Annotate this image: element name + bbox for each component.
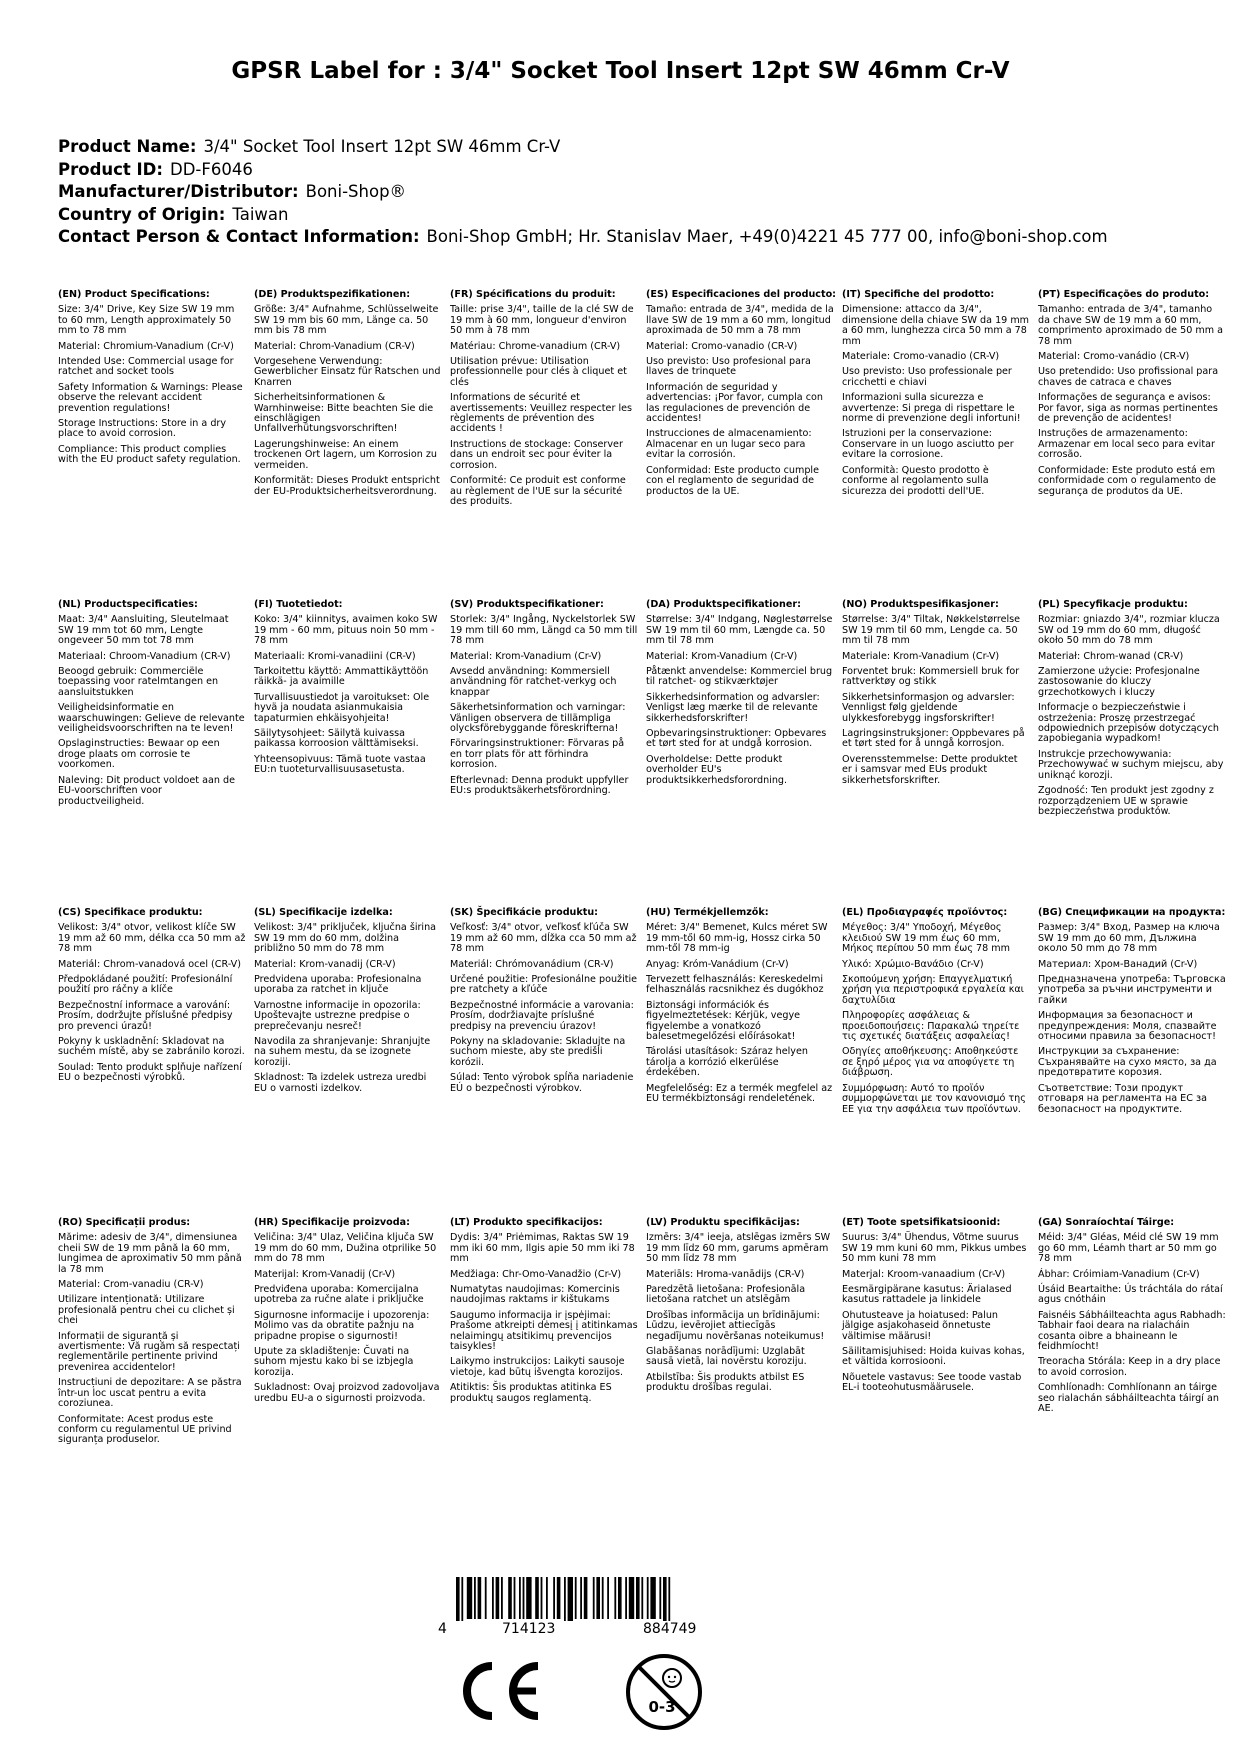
info-label: Product Name: <box>58 137 197 156</box>
spec-item: Размер: 3/4" Вход, Размер на ключа SW 19 mm до 60 mm, Дължина около 50 mm до 78 mm <box>1038 922 1220 955</box>
spec-item: Материал: Хром-Ванадий (Cr-V) <box>1038 958 1198 970</box>
age-range-label: 0-3 <box>648 1698 676 1716</box>
spec-item: Säilytysohjeet: Säilytä kuivassa paikassa korroosion välttämiseksi. <box>254 728 419 750</box>
spec-item: Σκοπούμενη χρήση: Επαγγελματική χρήση για περιστροφικά εργαλεία και δαχτυλίδια <box>842 974 1024 1006</box>
spec-item: Materiał: Chrom-wanad (CR-V) <box>1038 650 1184 662</box>
spec-item: Vorgesehene Verwendung: Gewerblicher Einsatz für Ratschen und Knarren <box>254 356 441 388</box>
barcode-bar <box>596 1577 600 1619</box>
spec-item: Megfelelőség: Ez a termék megfelel az EU termékbiztonsági rendeletének. <box>646 1082 833 1105</box>
spec-item: Nõuetele vastavus: See toode vastab EL-i tooteohutusmäärusele. <box>842 1371 1022 1394</box>
spec-item: Størrelse: 3/4" Tiltak, Nøkkelstørrelse SW 19 mm til 60 mm, Lengde ca. 50 mm til 78 mm <box>842 614 1021 647</box>
barcode-bar <box>575 1577 577 1619</box>
barcode-bar <box>641 1577 643 1619</box>
spec-item: Koko: 3/4" kiinnitys, avaimen koko SW 19 mm - 60 mm, pituus noin 50 mm - 78 mm <box>254 614 438 647</box>
spec-section-title: (PL) Specyfikacje produktu: <box>1038 599 1188 610</box>
spec-item: Sikkerhedsinformation og advarsler: Venligst læg mærke til de relevante sikkerhedsforskrifter! <box>646 691 820 724</box>
spec-item: Größe: 3/4" Aufnahme, Schlüsselweite SW 19 mm bis 60 mm, Länge ca. 50 mm bis 78 mm <box>254 304 439 337</box>
barcode-bar <box>647 1577 649 1619</box>
barcode-bar <box>584 1577 588 1619</box>
spec-section-title: (NL) Productspecificaties: <box>58 599 198 610</box>
spec-item: Størrelse: 3/4" Indgang, Nøglestørrelse SW 19 mm til 60 mm, Længde ca. 50 mm til 78 mm <box>646 614 833 647</box>
spec-item: Veličina: 3/4" Ulaz, Veličina ključa SW 19 mm do 60 mm, Dužina otprilike 50 mm do 78 mm <box>254 1232 437 1265</box>
info-value: Taiwan <box>232 204 289 224</box>
barcode-bar <box>496 1577 500 1619</box>
spec-item: Laikymo instrukcijos: Laikyti sausoje vietoje, kad būtų išvengta korozijos. <box>450 1356 625 1378</box>
barcode-digits-left: 714123 <box>502 1621 556 1637</box>
spec-item: Informații de siguranță și avertismente: Vă rugăm să respectați reglementările pertinente privind prevenirea accidentelor! <box>58 1330 240 1373</box>
spec-item: Saugumo informacija ir įspėjimai: Prašome atkreipti dėmesį į atitinkamas nelaimingų atsitikimų prevencijos taisykles! <box>450 1309 638 1353</box>
spec-item: Material: Krom-Vanadium (Cr-V) <box>646 650 798 662</box>
spec-section <box>450 908 638 1094</box>
spec-item: Skladnost: Ta izdelek ustreza uredbi EU o varnosti izdelkov. <box>254 1072 427 1094</box>
spec-item: Istruzioni per la conservazione: Conservare in un luogo asciutto per evitare la corrosione. <box>842 428 1014 461</box>
manufacturer-row <box>58 181 1108 204</box>
spec-item: Veľkosť: 3/4" otvor, veľkosť kľúča SW 19 mm až 60 mm, dĺžka cca 50 mm až 78 mm <box>450 922 637 955</box>
barcode-bar <box>659 1577 661 1619</box>
info-label: Manufacturer/Distributor: <box>58 182 299 201</box>
spec-item: Treoracha Stórála: Keep in a dry place to avoid corrosion. <box>1038 1356 1221 1378</box>
spec-item: Paredzētā lietošana: Profesionāla lietošana ratchet un atslēgām <box>646 1284 806 1306</box>
spec-section-title: (IT) Specifiche del prodotto: <box>842 289 995 300</box>
spec-section <box>842 1218 1030 1394</box>
barcode-bar <box>456 1577 460 1621</box>
spec-section <box>254 1218 442 1404</box>
spec-item: Conformidade: Este produto está em conformidade com o regulamento de segurança de produtos da UE. <box>1038 464 1217 497</box>
spec-item: Taille: prise 3/4", taille de la clé SW de 19 mm à 60 mm, longueur d'environ 50 mm à 78 mm <box>450 304 634 337</box>
spec-item: Suurus: 3/4" Ühendus, Võtme suurus SW 19 mm kuni 60 mm, Pikkus umbes 50 mm kuni 78 mm <box>842 1232 1027 1265</box>
spec-item: Informations de sécurité et avertissements: Veuillez respecter les règlements de prévention des accidents ! <box>450 392 633 435</box>
spec-item: Informacje o bezpieczeństwie i ostrzeżenia: Proszę przestrzegać odpowiednich przepisów dotyczących zapobiegania wypadkom! <box>1038 702 1219 745</box>
spec-item: Συμμόρφωση: Αυτό το προϊόν συμμορφώνεται με τον κανονισμό της ΕΕ για την ασφάλεια των προϊόντων. <box>842 1082 1026 1115</box>
barcode-digit-prefix: 4 <box>438 1621 447 1637</box>
barcode-bar <box>501 1577 503 1619</box>
spec-item: Uso previsto: Uso profesional para llaves de trinquete <box>646 356 811 378</box>
spec-item: Предназначена употреба: Търговска употреба за ръчни инструменти и гайки <box>1038 974 1226 1006</box>
spec-item: Určené použitie: Profesionálne použitie pre ratchety a kľúče <box>450 974 638 996</box>
spec-item: Materiale: Cromo-vanadio (CR-V) <box>842 351 1000 363</box>
spec-item: Tamaño: entrada de 3/4", medida de la llave SW de 19 mm a 60 mm, longitud aproximada de 50 mm a 78 mm <box>646 304 834 337</box>
spec-section <box>646 1218 834 1394</box>
spec-item: Méid: 3/4" Gléas, Méid clé SW 19 mm go 60 mm, Léamh thart ar 50 mm go 78 mm <box>1038 1232 1219 1265</box>
spec-section-title: (RO) Specificații produs: <box>58 1217 191 1228</box>
spec-section-title: (EN) Product Specifications: <box>58 289 210 300</box>
spec-item: Инструкции за съхранение: Съхранявайте на сухо място, за да предотвратите корозия. <box>1038 1046 1217 1079</box>
spec-item: Instructions de stockage: Conserver dans un endroit sec pour éviter la corrosion. <box>450 438 623 471</box>
barcode-bar <box>553 1577 555 1619</box>
spec-item: Súlad: Tento výrobok spĺňa nariadenie EÚ o bezpečnosti výrobkov. <box>450 1072 634 1094</box>
spec-item: Materiaal: Chroom-Vanadium (CR-V) <box>58 650 231 662</box>
spec-item: Velikost: 3/4" otvor, velikost klíče SW 19 mm až 60 mm, délka cca 50 mm až 78 mm <box>58 922 246 955</box>
spec-item: Konformität: Dieses Produkt entspricht der EU-Produktsicherheitsverordnung. <box>254 475 440 497</box>
spec-section-title: (FI) Tuotetiedot: <box>254 599 343 610</box>
barcode-bar <box>614 1577 616 1619</box>
spec-item: Izmērs: 3/4" ieeja, atslēgas izmērs SW 19 mm līdz 60 mm, garums apmēram 50 mm līdz 78 mm <box>646 1232 831 1265</box>
spec-section-title: (SL) Specifikacije izdelka: <box>254 907 393 918</box>
spec-item: Bezpečnostné informácie a varovania: Prosím, dodržiavajte príslušné predpisy na prevenciu úrazov! <box>450 999 634 1032</box>
spec-item: Informações de segurança e avisos: Por favor, siga as normas pertinentes de prevenção de acidentes! <box>1038 392 1218 425</box>
spec-section-title: (DA) Produktspecifikationer: <box>646 599 801 610</box>
spec-section-title: (EL) Προδιαγραφές προϊόντος: <box>842 907 1008 918</box>
barcode-bar <box>519 1577 521 1619</box>
barcode-bar <box>618 1577 622 1619</box>
barcode-bar <box>535 1577 539 1619</box>
spec-item: Material: Chrom-Vanadium (CR-V) <box>254 340 415 352</box>
spec-item: Uso previsto: Uso professionale per cricchetti e chiavi <box>842 366 1012 388</box>
spec-item: Zgodność: Ten produkt jest zgodny z rozporządzeniem UE w sprawie bezpieczeństwa produktów. <box>1038 785 1214 817</box>
barcode-bar <box>508 1577 512 1619</box>
info-value: Boni-Shop GmbH; Hr. Stanislav Maer, +49(0)4221 45 777 00, info@boni-shop.com <box>426 227 1108 246</box>
spec-item: Förvaringsinstruktioner: Förvaras på en torr plats för att förhindra korrosion. <box>450 738 625 771</box>
spec-item: Rozmiar: gniazdo 3/4", rozmiar klucza SW od 19 mm do 60 mm, długość około 50 mm do 78 mm <box>1038 614 1220 647</box>
info-label: Contact Person & Contact Information: <box>58 227 420 246</box>
spec-item: Tervezett felhasználás: Kereskedelmi felhasználás racsnikhez és dugókhoz <box>646 974 824 996</box>
spec-item: Forventet bruk: Kommersiell bruk for rattverktøy og stikk <box>842 666 1020 688</box>
spec-section <box>842 908 1030 1115</box>
product-id-row <box>58 159 1108 182</box>
barcode-bar <box>580 1577 582 1619</box>
ce-mark-icon <box>452 1660 542 1722</box>
spec-item: Conformitate: Acest produs este conform cu regulamentul UE privind siguranța produselor. <box>58 1413 232 1446</box>
contact-row <box>58 226 1108 249</box>
spec-section-title: (PT) Especificações do produto: <box>1038 289 1210 300</box>
spec-item: Atitiktis: Šis produktas atitinka ES produktų saugos reglamentą. <box>450 1382 612 1404</box>
spec-item: Maat: 3/4" Aansluiting, Sleutelmaat SW 19 mm tot 60 mm, Lengte ongeveer 50 mm tot 78 mm <box>58 614 229 647</box>
spec-item: Påtænkt anvendelse: Kommerciel brug til ratchet- og stikværktøjer <box>646 666 833 688</box>
spec-section-title: (DE) Produktspezifikationen: <box>254 289 411 300</box>
spec-item: Μέγεθος: 3/4" Υποδοχή, Μέγεθος κλειδιού SW 19 mm έως 60 mm, Μήκος περίπου 50 mm έως 78 mm <box>842 922 1010 955</box>
spec-item: Navodila za shranjevanje: Shranjujte na suhem mestu, da se izognete koroziji. <box>254 1036 431 1068</box>
spec-item: Dimensione: attacco da 3/4", dimensione della chiave SW da 19 mm a 60 mm, lunghezza circa 50 mm a 78 mm <box>842 304 1030 347</box>
spec-item: Lagerungshinweise: An einem trockenen Ort lagern, um Korrosion zu vermeiden. <box>254 438 437 471</box>
spec-item: Οδηγίες αποθήκευσης: Αποθηκεύστε σε ξηρό μέρος για να αποφύγετε τη διάβρωση. <box>842 1046 1019 1079</box>
spec-item: Veiligheidsinformatie en waarschuwingen: Gelieve de relevante veiligheidsvoorschriften na te leven! <box>58 702 245 735</box>
country-of-origin-row <box>58 204 1108 227</box>
spec-item: Conformità: Questo prodotto è conforme al regolamento sulla sicurezza dei prodotti dell'UE. <box>842 464 989 497</box>
not-for-children-0-3-icon <box>624 1652 704 1732</box>
spec-item: Πληροφορίες ασφάλειας & προειδοποιήσεις: Παρακαλώ τηρείτε τις σχετικές διατάξεις ασφαλείας! <box>842 1010 1020 1043</box>
spec-item: Turvallisuustiedot ja varoitukset: Ole hyvä ja noudata asianmukaisia tapaturmien ehkäisyohjeita! <box>254 691 430 724</box>
spec-section <box>450 290 638 507</box>
spec-item: Biztonsági információk és figyelmeztetések: Kérjük, vegye figyelembe a vonatkozó balesetmegelőzési előírásokat! <box>646 999 801 1043</box>
spec-item: Compliance: This product complies with the EU product safety regulation. <box>58 443 241 466</box>
spec-item: Sikkerhetsinformasjon og advarsler: Vennligst følg gjeldende ulykkesforebygg ingsforskrifter! <box>842 691 1015 724</box>
barcode-bar <box>568 1577 573 1621</box>
barcode-bar <box>485 1577 487 1619</box>
spec-item: Materjal: Kroom-vanaadium (Cr-V) <box>842 1268 1006 1280</box>
info-value: Boni-Shop® <box>305 182 407 201</box>
spec-item: Material: Cromo-vanádio (CR-V) <box>1038 351 1190 363</box>
spec-item: Predviđena uporaba: Komercijalna upotreba za ručne alate i priključke <box>254 1284 424 1306</box>
barcode-bar <box>523 1577 525 1619</box>
spec-item: Säkerhetsinformation och varningar: Vänligen observera de tillämpliga olycksförebyggande föreskrifterna! <box>450 702 626 735</box>
product-name-row <box>58 136 1108 159</box>
spec-item: Zamierzone użycie: Profesjonalne zastosowanie do kluczy grzechotkowych i kluczy <box>1038 666 1200 698</box>
spec-item: Tarkoitettu käyttö: Ammattikäyttöön räikkä- ja avaimille <box>254 666 429 688</box>
spec-item: Instruções de armazenamento: Armazenar em local seco para evitar corrosão. <box>1038 428 1215 461</box>
spec-item: Materiāls: Hroma-vanādijs (CR-V) <box>646 1268 805 1280</box>
spec-item: Ohutusteave ja hoiatused: Palun jälgige asjakohaseid õnnetuste vältimise määrusi! <box>842 1309 998 1342</box>
spec-item: Dydis: 3/4" Priėmimas, Raktas SW 19 mm iki 60 mm, Ilgis apie 50 mm iki 78 mm <box>450 1232 635 1265</box>
spec-item: Atbilstība: Šis produkts atbilst ES produktu drošības regulai. <box>646 1371 805 1394</box>
spec-item: Material: Cromo-vanadio (CR-V) <box>646 340 798 352</box>
spec-item: Instrukcje przechowywania: Przechowywać w suchym miejscu, aby uniknąć korozji. <box>1038 748 1224 781</box>
spec-item: Υλικό: Χρώμιο-Βανάδιο (Cr-V) <box>842 958 984 970</box>
spec-section <box>254 600 442 776</box>
barcode-bar <box>625 1577 627 1619</box>
spec-item: Materiál: Chrómovanádium (CR-V) <box>450 958 614 970</box>
spec-item: Efterlevnad: Denna produkt uppfyller EU:s produktsäkerhetsförordning. <box>450 774 629 797</box>
info-value: DD-F6046 <box>169 159 253 179</box>
spec-item: Méret: 3/4" Bemenet, Kulcs méret SW 19 mm-től 60 mm-ig, Hossz cirka 50 mm-től 78 mm-ig <box>646 922 828 955</box>
spec-item: Eesmärgipärane kasutus: Ärialased kasutus rattadele ja linkidele <box>842 1284 1012 1306</box>
spec-item: Drošības informācija un brīdinājumi: Lūdzu, ievērojiet attiecīgās negadījumu novēršanas noteikumus! <box>646 1309 825 1342</box>
spec-item: Upute za skladištenje: Čuvati na suhom mjestu kako bi se izbjegla korozija. <box>254 1346 414 1378</box>
spec-item: Material: Chromium-Vanadium (Cr-V) <box>58 340 234 352</box>
spec-item: Beoogd gebruik: Commerciële toepassing voor ratelmtangen en aansluitstukken <box>58 666 219 698</box>
spec-item: Sigurnosne informacije i upozorenja: Molimo vas da obratite pažnju na pripadne propise o sigurnosti! <box>254 1309 430 1342</box>
product-info-block <box>58 136 1108 249</box>
spec-item: Utilizare intenționată: Utilizare profesională pentru chei cu clichet și chei <box>58 1294 235 1327</box>
spec-item: Bezpečnostní informace a varování: Prosím, dodržujte příslušné předpisy pro prevenci úrazů! <box>58 999 233 1032</box>
spec-section <box>1038 600 1226 817</box>
spec-item: Mărime: adesiv de 3/4", dimensiunea cheii SW de 19 mm până la 60 mm, lungimea de aproximativ 50 mm până la 78 mm <box>58 1232 242 1275</box>
info-label: Product ID: <box>58 159 163 179</box>
spec-section <box>646 600 834 786</box>
spec-section-title: (GA) Sonraíochtaí Táirge: <box>1038 1217 1175 1228</box>
spec-item: Съответствие: Този продукт отговаря на регламента на ЕС за безопасност на продуктите. <box>1038 1082 1207 1115</box>
spec-section <box>450 1218 638 1404</box>
spec-section-title: (NO) Produktspesifikasjoner: <box>842 599 999 610</box>
spec-item: Material: Krom-vanadij (CR-V) <box>254 958 396 970</box>
spec-section <box>1038 290 1226 497</box>
spec-item: Size: 3/4" Drive, Key Size SW 19 mm to 60 mm, Length approximately 50 mm to 78 mm <box>58 304 235 337</box>
barcode-bar <box>478 1577 482 1619</box>
barcode-bar <box>541 1577 543 1619</box>
spec-item: Medžiaga: Chr-Omo-Vanadžio (Cr-V) <box>450 1268 622 1280</box>
spec-section-title: (FR) Spécifications du produit: <box>450 289 616 300</box>
barcode-bar <box>607 1577 609 1619</box>
spec-section <box>842 290 1030 497</box>
spec-item: Overensstemmelse: Dette produktet er i samsvar med EUs produkt sikkerhetsforskrifter. <box>842 753 1018 786</box>
spec-section <box>58 600 246 807</box>
spec-item: Opbevaringsinstruktioner: Opbevares et tørt sted for at undgå korrosion. <box>646 728 827 750</box>
spec-item: Conformidad: Este producto cumple con el reglamento de seguridad de productos de la UE. <box>646 464 819 497</box>
barcode-bar <box>663 1577 667 1621</box>
barcode-bar <box>492 1577 494 1619</box>
spec-section <box>450 600 638 797</box>
spec-section <box>58 1218 246 1446</box>
spec-section <box>254 908 442 1094</box>
spec-item: Lagringsinstruksjoner: Oppbevares på et tørt sted for å unngå korrosjon. <box>842 728 1025 750</box>
spec-item: Säilitamisjuhised: Hoida kuivas kohas, et vältida korrosiooni. <box>842 1346 1025 1368</box>
page-title: GPSR Label for : 3/4" Socket Tool Insert 12pt SW 46mm Cr-V <box>231 58 1010 84</box>
spec-section-title: (SV) Produktspecifikationer: <box>450 599 604 610</box>
spec-item: Naleving: Dit product voldoet aan de EU-voorschriften voor productveiligheid. <box>58 774 235 807</box>
barcode-bar <box>593 1577 595 1619</box>
spec-item: Safety Information & Warnings: Please observe the relevant accident prevention regulations! <box>58 381 243 414</box>
spec-section-title: (HR) Specifikacije proizvoda: <box>254 1217 410 1228</box>
spec-item: Předpokládané použití: Profesionální použití pro ráčny a klíče <box>58 974 233 996</box>
spec-section <box>646 289 837 497</box>
barcode-bar <box>557 1577 561 1619</box>
spec-item: Matériau: Chrome-vanadium (CR-V) <box>450 340 621 352</box>
spec-item: Instrucciones de almacenamiento: Almacenar en un lugar seco para evitar la corrosión. <box>646 428 812 461</box>
barcode-bar <box>629 1577 634 1619</box>
spec-item: Pokyny na skladovanie: Skladujte na suchom mieste, aby ste predišli korózii. <box>450 1036 626 1068</box>
barcode-bar <box>668 1577 670 1621</box>
spec-item: Conformité: Ce produit est conforme au règlement de l'UE sur la sécurité des produits. <box>450 475 626 507</box>
spec-item: Material: Crom-vanadiu (CR-V) <box>58 1279 204 1291</box>
spec-item: Anyag: Króm-Vanádium (Cr-V) <box>646 958 789 970</box>
spec-item: Glabāšanas norādījumi: Uzglabāt sausā vietā, lai novērstu koroziju. <box>646 1346 807 1368</box>
spec-item: Numatytas naudojimas: Komercinis naudojimas raktams ir kištukams <box>450 1284 620 1306</box>
spec-section <box>842 600 1030 786</box>
spec-section-title: (ET) Toote spetsifikatsioonid: <box>842 1217 1001 1228</box>
spec-item: Predvidena uporaba: Profesionalna uporaba za ratchet in ključe <box>254 974 422 996</box>
barcode-bar <box>467 1577 472 1619</box>
spec-section-title: (LV) Produktu specifikācijas: <box>646 1217 800 1228</box>
barcode-bar <box>546 1577 548 1619</box>
spec-item: Sukladnost: Ovaj proizvod zadovoljava uredbu EU-a o sigurnosti proizvoda. <box>254 1382 440 1404</box>
barcode-bar <box>461 1577 463 1621</box>
spec-item: Materijal: Krom-Vanadij (Cr-V) <box>254 1268 396 1280</box>
spec-section-title: (BG) Спецификации на продукта: <box>1038 907 1226 918</box>
spec-section-title: (CS) Specifikace produktu: <box>58 907 203 918</box>
spec-section <box>1038 1218 1226 1415</box>
spec-item: Varnostne informacije in opozorila: Upoštevajte ustrezne predpise o preprečevanju nesreč! <box>254 999 421 1032</box>
spec-item: Storlek: 3/4" Ingång, Nyckelstorlek SW 19 mm till 60 mm, Längd ca 50 mm till 78 mm <box>450 614 638 647</box>
barcode-bar <box>602 1577 604 1619</box>
spec-item: Información de seguridad y advertencias: ¡Por favor, cumpla con las regulaciones de prevención de accidentes! <box>646 381 823 425</box>
barcode-bars <box>438 1577 738 1621</box>
spec-section <box>254 290 442 497</box>
spec-item: Materiale: Krom-Vanadium (Cr-V) <box>842 650 1000 662</box>
spec-item: Comhlíonadh: Comhlíonann an táirge seo rialachán sábháilteachta táirgí an AE. <box>1038 1382 1219 1415</box>
spec-item: Uso pretendido: Uso profissional para chaves de catraca e chaves <box>1038 366 1219 388</box>
spec-item: Informazioni sulla sicurezza e avvertenze: Si prega di rispettare le norme di prevenzione degli infortuni! <box>842 392 1021 425</box>
barcode-bar <box>514 1577 516 1619</box>
spec-item: Velikost: 3/4" priključek, ključna širina SW 19 mm do 60 mm, dolžina približno 50 mm do 78 mm <box>254 922 437 955</box>
spec-item: Úsáid Beartaithe: Ús tráchtála do rátaí agus cnótháin <box>1038 1284 1223 1306</box>
spec-section <box>58 290 246 466</box>
barcode-bar <box>526 1577 531 1619</box>
spec-item: Ábhar: Cróimiam-Vanadium (Cr-V) <box>1038 1268 1200 1280</box>
spec-item: Overholdelse: Dette produkt overholder EU's produktsikkerhedsforordning. <box>646 753 788 786</box>
spec-item: Instrucțiuni de depozitare: A se păstra într-un loc uscat pentru a evita coroziunea. <box>58 1377 242 1410</box>
spec-item: Materiál: Chrom-vanadová ocel (CR-V) <box>58 958 241 970</box>
spec-item: Pokyny k uskladnění: Skladovat na suchém místě, aby se zabránilo korozi. <box>58 1036 245 1058</box>
spec-item: Materiaali: Kromi-vanadiini (CR-V) <box>254 650 416 662</box>
spec-section-title: (SK) Špecifikácie produktu: <box>450 907 599 918</box>
spec-section-title: (ES) Especificaciones del producto: <box>646 289 837 300</box>
ean-barcode <box>438 1577 738 1637</box>
info-value: 3/4" Socket Tool Insert 12pt SW 46mm Cr-V <box>203 137 561 156</box>
spec-item: Utilisation prévue: Utilisation professionnelle pour clés à cliquet et clés <box>450 356 627 388</box>
barcode-bar <box>564 1577 566 1621</box>
spec-item: Sicherheitsinformationen & Warnhinweise: Bitte beachten Sie die einschlägigen Unfallverhütungsvorschriften! <box>254 392 434 435</box>
spec-item: Tamanho: entrada de 3/4", tamanho da chave SW de 19 mm a 60 mm, comprimento aproximado de 50 mm a 78 mm <box>1038 304 1223 347</box>
spec-item: Intended Use: Commercial usage for ratchet and socket tools <box>58 356 234 378</box>
spec-section <box>646 908 834 1105</box>
spec-item: Информация за безопасност и предупреждения: Моля, спазвайте относими правила за безопасност! <box>1038 1010 1217 1043</box>
spec-item: Faisnéis Sábháilteachta agus Rabhadh: Tabhair faoi deara na rialacháin cosanta oibre a bhaineann le feidhmíocht! <box>1038 1309 1226 1353</box>
spec-section-title: (LT) Produkto specifikacijos: <box>450 1217 603 1228</box>
spec-item: Yhteensopivuus: Tämä tuote vastaa EU:n tuoteturvallisuusasetusta. <box>254 753 426 776</box>
spec-section <box>58 908 246 1084</box>
barcode-bar <box>636 1577 640 1619</box>
spec-item: Material: Krom-Vanadium (Cr-V) <box>450 650 602 662</box>
spec-item: Soulad: Tento produkt splňuje nařízení EU o bezpečnosti výrobků. <box>58 1061 242 1084</box>
spec-section <box>1038 908 1226 1115</box>
barcode-digits-right: 884749 <box>643 1621 697 1637</box>
spec-section-title: (HU) Termékjellemzők: <box>646 907 769 918</box>
spec-item: Avsedd användning: Kommersiell användning för ratchet-verkyg och knappar <box>450 666 617 698</box>
barcode-bar <box>650 1577 655 1619</box>
barcode-bar <box>474 1577 476 1619</box>
spec-item: Tárolási utasítások: Száraz helyen tárolja a korrózió elkerülése érdekében. <box>646 1046 808 1079</box>
info-label: Country of Origin: <box>58 204 226 224</box>
spec-item: Storage Instructions: Store in a dry place to avoid corrosion. <box>58 418 227 440</box>
spec-item: Opslaginstructies: Bewaar op een droge plaats om corrosie te voorkomen. <box>58 738 220 771</box>
